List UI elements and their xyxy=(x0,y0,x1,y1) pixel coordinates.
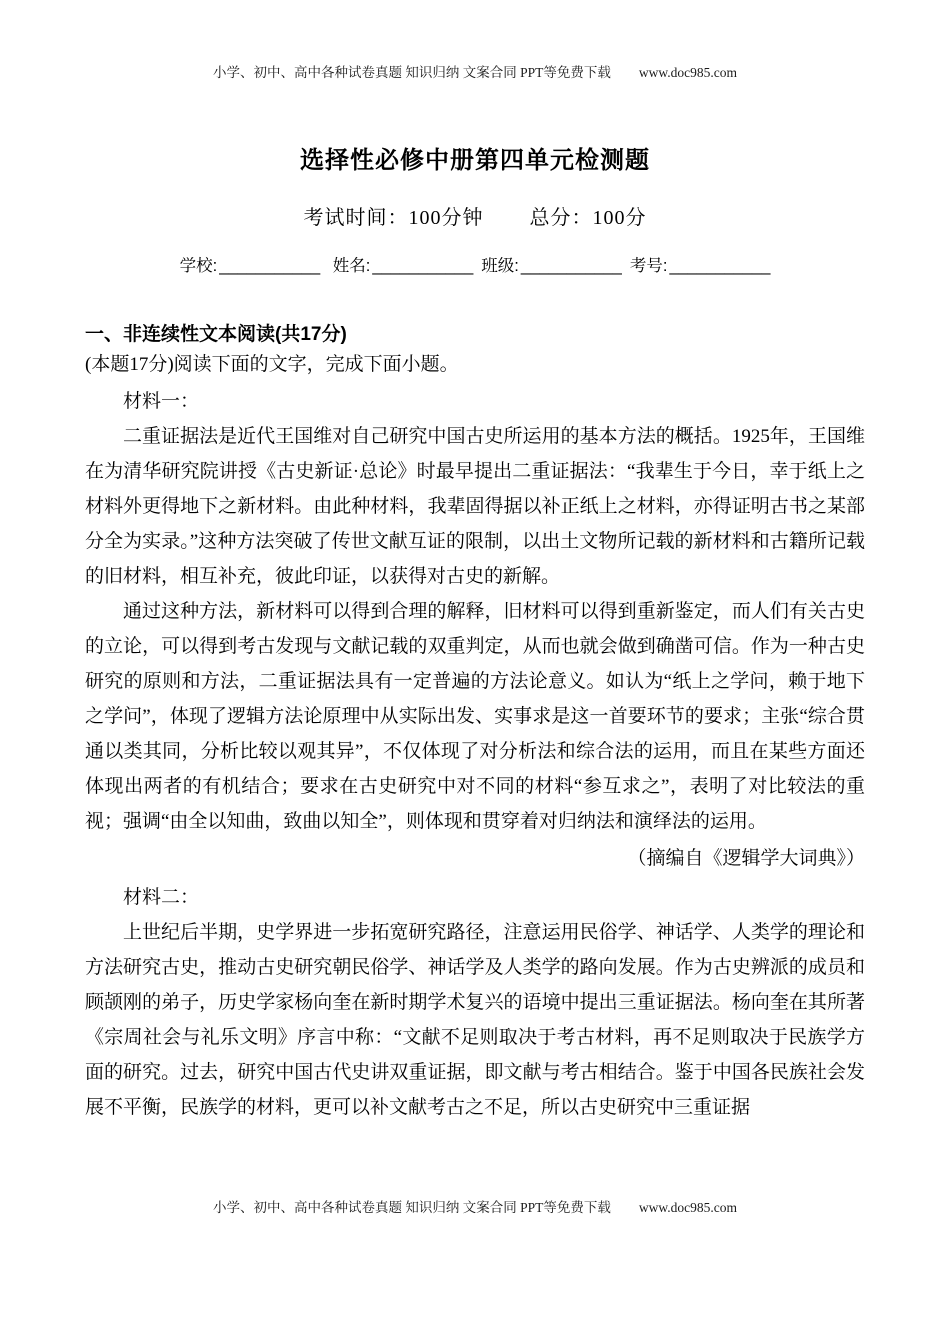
exam-no-blank: ___________ xyxy=(669,257,771,275)
document-title: 选择性必修中册第四单元检测题 xyxy=(300,147,650,174)
header-url: www.doc985.com xyxy=(638,65,737,80)
exam-total-score: 总分：100分 xyxy=(529,207,647,229)
school-label: 学校: xyxy=(179,257,218,275)
material-two-label: 材料二： xyxy=(123,887,200,908)
footer-url: www.doc985.com xyxy=(638,1200,737,1215)
student-info-line xyxy=(0,252,950,276)
class-label: 班级: xyxy=(481,257,519,275)
section-heading: 一、非连续性文本阅读(共17分) xyxy=(85,324,347,345)
exam-info-line xyxy=(0,201,950,230)
section-intro: (本题17分)阅读下面的文字，完成下面小题。 xyxy=(85,354,459,375)
page-footer xyxy=(0,1196,950,1223)
name-blank: ___________ xyxy=(372,257,474,275)
footer-promo-text: 小学、初中、高中各种试卷真题 知识归纳 文案合同 PPT等免费下载 xyxy=(213,1200,611,1215)
header-promo-text: 小学、初中、高中各种试卷真题 知识归纳 文案合同 PPT等免费下载 xyxy=(213,65,611,80)
school-blank: ___________ xyxy=(219,257,321,275)
exam-time: 考试时间：100分钟 xyxy=(303,207,484,229)
exam-no-label: 考号: xyxy=(629,257,668,275)
class-blank: ___________ xyxy=(520,257,622,275)
name-label: 姓名: xyxy=(332,257,371,275)
document-body xyxy=(0,320,950,1125)
page-header xyxy=(0,0,950,82)
material-one-paragraph-2: 通过这种方法，新材料可以得到合理的解释，旧材料可以得到重新鉴定，而人们有关古史的立论，可以得到考古发现与文献记载的双重判定，从而也就会做到确凿可信。作为一种古史研究的原则和方法，二重证据法具有一定普遍的方法论意义。如认为“纸上之学问，赖于地下之学问”，体现了逻辑方法论原理中从实际出发、实事求是这一首要环节的要求；主张“综合贯通以类其同，分析比较以观其异”，不仅体现了对分析法和综合法的运用，而且在某些方面还体现出两者的有机结合；要求在古史研究中对不同的材料“参互求之”，表明了对比较法的重视；强调“由全以知曲，致曲以知全”，则体现和贯穿着对归纳法和演绎法的运用。 xyxy=(85,601,865,832)
material-two-paragraph-1: 上世纪后半期，史学界进一步拓宽研究路径，注意运用民俗学、神话学、人类学的理论和方法研究古史，推动古史研究朝民俗学、神话学及人类学的路向发展。作为古史辨派的成员和顾颉刚的弟子，历史学家杨向奎在新时期学术复兴的语境中提出三重证据法。杨向奎在其所著《宗周社会与礼乐文明》序言中称：“文献不足则取决于考古材料，再不足则取决于民族学方面的研究。过去，研究中国古代史讲双重证据，即文献与考古相结合。鉴于中国各民族社会发展不平衡，民族学的材料，更可以补文献考古之不足，所以古史研究中三重证据 xyxy=(85,922,865,1118)
material-one-paragraph-1: 二重证据法是近代王国维对自己研究中国古史所运用的基本方法的概括。1925年，王国维在为清华研究院讲授《古史新证·总论》时最早提出二重证据法：“我辈生于今日，幸于纸上之材料外更得地下之新材料。由此种材料，我辈固得据以补正纸上之材料，亦得证明古书之某部分全为实录。”这种方法突破了传世文献互证的限制，以出土文物所记载的新材料和古籍所记载的旧材料，相互补充，彼此印证，以获得对古史的新解。 xyxy=(85,426,865,587)
material-one-attribution: （摘编自《逻辑学大词典》） xyxy=(627,848,865,869)
material-one-label: 材料一： xyxy=(123,391,200,412)
